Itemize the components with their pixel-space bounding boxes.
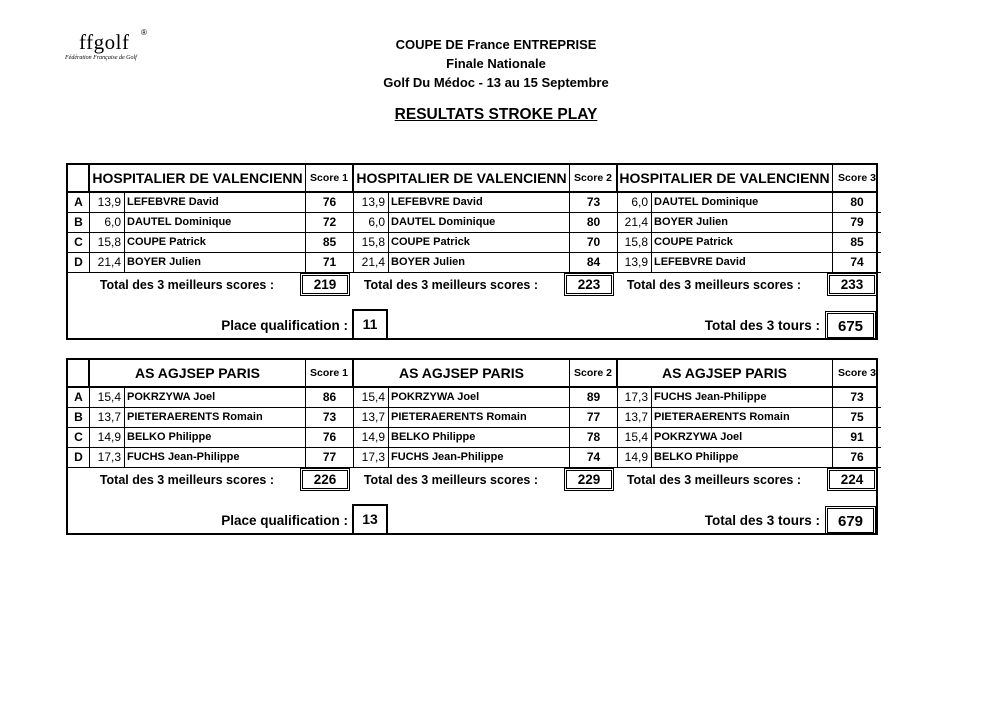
player-score: 74 <box>570 448 618 468</box>
event-subtitle: Finale Nationale <box>446 56 546 71</box>
player-name: DAUTEL Dominique <box>652 193 833 213</box>
player-score: 84 <box>570 253 618 273</box>
player-score: 76 <box>306 428 354 448</box>
player-name: COUPE Patrick <box>652 233 833 253</box>
player-letter: A <box>68 193 90 213</box>
player-name: LEFEBVRE David <box>389 193 570 213</box>
team-name-header: HOSPITALIER DE VALENCIENN <box>617 165 833 191</box>
player-handicap: 15,8 <box>617 233 652 253</box>
logo-wordmark: ffgolf <box>79 30 130 54</box>
player-name: FUCHS Jean-Philippe <box>652 388 833 408</box>
total-tours-label: Total des 3 tours : <box>704 513 820 528</box>
player-score: 76 <box>306 193 354 213</box>
player-handicap: 13,7 <box>617 408 652 428</box>
player-score: 71 <box>306 253 354 273</box>
player-handicap: 21,4 <box>617 213 652 233</box>
logo-registered-mark: ® <box>141 28 147 37</box>
player-name: PIETERAERENTS Romain <box>389 408 570 428</box>
player-handicap: 6,0 <box>90 213 125 233</box>
total-best-scores-value: 223 <box>564 273 614 296</box>
player-handicap: 14,9 <box>617 448 652 468</box>
player-handicap: 14,9 <box>354 428 389 448</box>
player-score: 78 <box>570 428 618 448</box>
player-name: LEFEBVRE David <box>652 253 833 273</box>
player-score: 70 <box>570 233 618 253</box>
player-name: PIETERAERENTS Romain <box>125 408 306 428</box>
player-handicap: 15,4 <box>617 428 652 448</box>
player-score: 85 <box>306 233 354 253</box>
score-column-header: Score 3 <box>838 367 876 379</box>
player-score: 89 <box>570 388 618 408</box>
player-name: BOYER Julien <box>389 253 570 273</box>
player-name: LEFEBVRE David <box>125 193 306 213</box>
player-handicap: 6,0 <box>617 193 652 213</box>
player-score: 73 <box>306 408 354 428</box>
player-score: 77 <box>570 408 618 428</box>
player-handicap: 13,7 <box>90 408 125 428</box>
player-score: 79 <box>833 213 881 233</box>
team-name-header: AS AGJSEP PARIS <box>90 360 306 386</box>
player-letter: A <box>68 388 90 408</box>
total-best-scores-label: Total des 3 meilleurs scores : <box>363 473 538 487</box>
total-best-scores-label: Total des 3 meilleurs scores : <box>626 278 801 292</box>
event-venue: Golf Du Médoc - 13 au 15 Septembre <box>383 75 609 90</box>
logo-subtitle: Fédération Française de Golf <box>65 55 137 61</box>
player-handicap: 15,8 <box>354 233 389 253</box>
place-qualification-label: Place qualification : <box>221 318 348 333</box>
total-best-scores-label: Total des 3 meilleurs scores : <box>99 473 274 487</box>
player-name: POKRZYWA Joel <box>652 428 833 448</box>
player-handicap: 15,4 <box>354 388 389 408</box>
player-handicap: 15,4 <box>90 388 125 408</box>
player-handicap: 17,3 <box>617 388 652 408</box>
team-name-header: AS AGJSEP PARIS <box>617 360 833 386</box>
place-qualification-value: 13 <box>352 504 388 535</box>
score-column-header: Score 3 <box>838 172 876 184</box>
total-best-scores-label: Total des 3 meilleurs scores : <box>626 473 801 487</box>
team-name-header: HOSPITALIER DE VALENCIENN <box>354 165 570 191</box>
player-handicap: 21,4 <box>90 253 125 273</box>
player-letter: B <box>68 408 90 428</box>
player-score: 91 <box>833 428 881 448</box>
player-letter: D <box>68 253 90 273</box>
player-score: 72 <box>306 213 354 233</box>
event-title: COUPE DE France ENTREPRISE <box>395 37 597 52</box>
player-name: DAUTEL Dominique <box>125 213 306 233</box>
player-name: BELKO Philippe <box>125 428 306 448</box>
total-tours-value: 675 <box>825 311 876 340</box>
player-handicap: 21,4 <box>354 253 389 273</box>
player-score: 75 <box>833 408 881 428</box>
total-tours-label: Total des 3 tours : <box>704 318 820 333</box>
player-score: 85 <box>833 233 881 253</box>
place-qualification-value: 11 <box>352 309 388 340</box>
player-score: 86 <box>306 388 354 408</box>
player-letter: D <box>68 448 90 468</box>
player-name: POKRZYWA Joel <box>125 388 306 408</box>
player-name: BOYER Julien <box>652 213 833 233</box>
player-handicap: 15,8 <box>90 233 125 253</box>
total-tours-value: 679 <box>825 506 876 535</box>
player-name: FUCHS Jean-Philippe <box>389 448 570 468</box>
player-name: BELKO Philippe <box>389 428 570 448</box>
player-name: COUPE Patrick <box>125 233 306 253</box>
team-name-header: AS AGJSEP PARIS <box>354 360 570 386</box>
player-name: COUPE Patrick <box>389 233 570 253</box>
player-name: BELKO Philippe <box>652 448 833 468</box>
team-name-header: HOSPITALIER DE VALENCIENN <box>90 165 306 191</box>
player-handicap: 17,3 <box>354 448 389 468</box>
player-handicap: 13,9 <box>354 193 389 213</box>
player-handicap: 13,9 <box>90 193 125 213</box>
total-best-scores-value: 219 <box>300 273 350 296</box>
score-column-header: Score 2 <box>570 165 618 191</box>
player-name: FUCHS Jean-Philippe <box>125 448 306 468</box>
score-column-header: Score 1 <box>306 360 354 386</box>
total-best-scores-value: 233 <box>827 273 877 296</box>
total-best-scores-value: 226 <box>300 468 350 491</box>
player-score: 74 <box>833 253 881 273</box>
player-name: PIETERAERENTS Romain <box>652 408 833 428</box>
player-score: 73 <box>833 388 881 408</box>
place-qualification-label: Place qualification : <box>221 513 348 528</box>
player-score: 77 <box>306 448 354 468</box>
team-block <box>66 358 878 535</box>
total-best-scores-value: 224 <box>827 468 877 491</box>
player-name: POKRZYWA Joel <box>389 388 570 408</box>
player-score: 80 <box>570 213 618 233</box>
player-name: BOYER Julien <box>125 253 306 273</box>
player-letter: C <box>68 428 90 448</box>
total-best-scores-label: Total des 3 meilleurs scores : <box>363 278 538 292</box>
player-handicap: 14,9 <box>90 428 125 448</box>
page-title-text: RESULTATS STROKE PLAY <box>394 106 598 123</box>
player-handicap: 17,3 <box>90 448 125 468</box>
player-handicap: 6,0 <box>354 213 389 233</box>
player-score: 76 <box>833 448 881 468</box>
team-block <box>66 163 878 340</box>
total-best-scores-label: Total des 3 meilleurs scores : <box>99 278 274 292</box>
total-best-scores-value: 229 <box>564 468 614 491</box>
player-letter: B <box>68 213 90 233</box>
page-title <box>0 106 992 124</box>
player-handicap: 13,9 <box>617 253 652 273</box>
score-column-header: Score 1 <box>306 165 354 191</box>
player-handicap: 13,7 <box>354 408 389 428</box>
player-score: 73 <box>570 193 618 213</box>
player-letter: C <box>68 233 90 253</box>
score-column-header: Score 2 <box>570 360 618 386</box>
player-name: DAUTEL Dominique <box>389 213 570 233</box>
player-score: 80 <box>833 193 881 213</box>
